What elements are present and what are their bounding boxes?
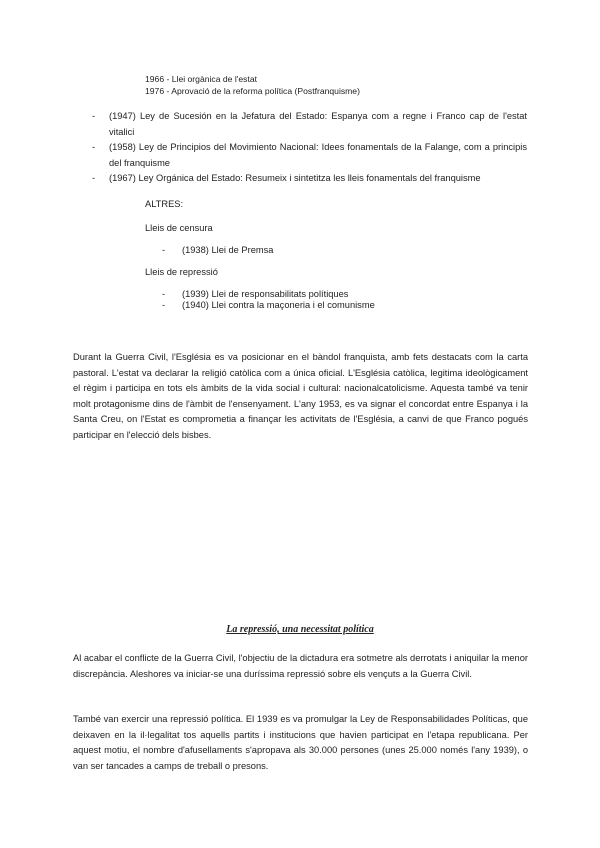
censura-item [162, 244, 273, 257]
censura-label: Lleis de censura [145, 223, 213, 233]
paragraph-repressio-2: També van exercir una repressió política. El 1939 es va promulgar la Ley de Responsabilidades Políticas, que deixaven en la il·legalitat tos aquells partits i institucions que havien participat en l'etapa republicana. Per aquest motiu, el nombre d'afusellaments s'apropava als 30.000 persones (unes 25.000 només l'any 1939), o van ser tancades a camps de treball o presons. [73, 714, 528, 771]
bullet-dash: - [162, 245, 166, 255]
repressio-item-text: (1939) Llei de responsabilitats polítiques [182, 289, 349, 299]
paragraph-repressio-1: Al acabar el conflicte de la Guerra Civil, l'objectiu de la dictadura era sotmetre als derrotats i aniquilar la menor discrepància. Aleshores va iniciar-se una duríssima repressió sobre els vençuts a la Guerra Civil. [73, 653, 528, 679]
repressio-label: Lleis de repressió [145, 267, 218, 277]
law-text: (1967) Ley Orgánica del Estado: Resumeix i sintetitza les lleis fonamentals del franquisme [109, 173, 481, 183]
altres-heading: ALTRES: [145, 199, 184, 209]
date-item-1966: 1966 - Llei orgànica de l'estat [145, 74, 257, 84]
repressio-item-text: (1940) Llei contra la maçoneria i el comunisme [182, 300, 375, 310]
date-item-1976: 1976 - Aprovació de la reforma política (Postfranquisme) [145, 86, 360, 96]
law-item-1947 [92, 109, 527, 140]
censura-item-text: (1938) Llei de Premsa [182, 245, 274, 255]
law-text: (1958) Ley de Principios del Movimiento Nacional: Idees fonamentals de la Falange, com a principis del franquisme [109, 142, 527, 168]
law-item-1958 [92, 140, 527, 171]
section-title: La repressió, una necessitat política [226, 624, 374, 635]
bullet-dash: - [92, 111, 96, 121]
bullet-dash: - [92, 173, 96, 183]
bullet-dash: - [162, 289, 166, 299]
law-text: (1947) Ley de Sucesión en la Jefatura del Estado: Espanya com a regne i Franco cap de l'estat vitalici [109, 111, 527, 137]
repressio-item [162, 299, 375, 312]
paragraph-esglesia: Durant la Guerra Civil, l'Església es va posicionar en el bàndol franquista, amb fets destacats com la carta pastoral. L'estat va declarar la religió catòlica com a única oficial. L'Església catòlica, legitima ideològicament el règim i participa en tots els àmbits de la vida social i cultural: nacionalcatolicisme. Aquesta també va tenir molt protagonisme dins de l'àmbit de l'ensenyament. L'any 1953, es va signar el concordat entre Espanya i la Santa Creu, on l'Estat es comprometia a finançar les activitats de l'Església, a canvi de que Franco pogués participar en l'elecció dels bisbes. [73, 352, 528, 440]
bullet-dash: - [92, 142, 96, 152]
law-item-1967 [92, 171, 527, 187]
bullet-dash: - [162, 300, 166, 310]
